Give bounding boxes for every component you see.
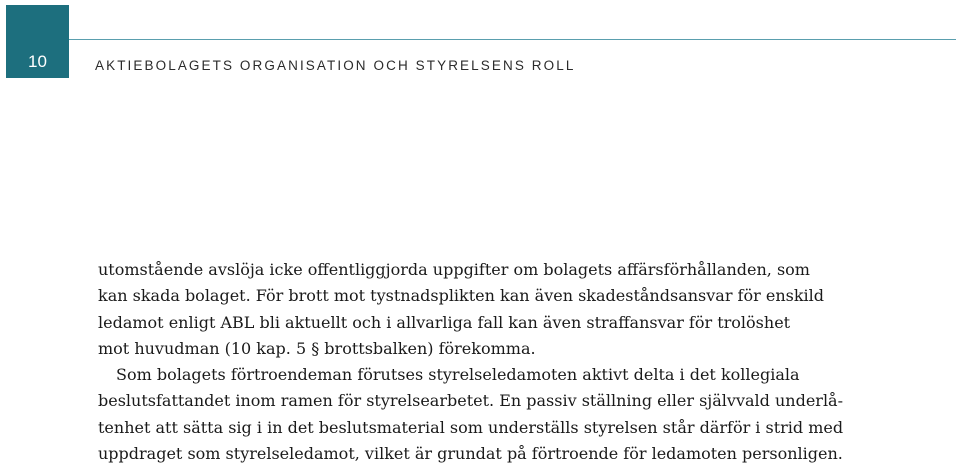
body-line: tenhet att sätta sig i in det beslutsmaterial som underställs styrelsen står därför i strid med [98,417,844,437]
body-line-paragraph-start: Som bolagets förtroendeman förutses styrelseledamoten aktivt delta i det kollegiala [116,365,800,385]
page-number: 10 [28,52,47,71]
body-line: kan skada bolaget. För brott mot tystnadsplikten kan även skadeståndsansvar för enskild [98,286,824,306]
header-rule [69,39,956,40]
body-line: uppdraget som styrelseledamot, vilket är grundat på förtroende för ledamoten personligen. [98,444,843,464]
body-line: utomstående avslöja icke offentliggjorda uppgifter om bolagets affärsförhållanden, som [98,260,810,279]
body-line: beslutsfattandet inom ramen för styrelsearbetet. En passiv ställning eller självvald underlå- [98,391,843,411]
body-line: ledamot enligt ABL bli aktuellt och i allvarliga fall kan även straffansvar för trolöshet [98,312,791,332]
page-number-box [6,5,69,78]
body-line: mot huvudman (10 kap. 5 § brottsbalken) förekomma. [98,338,536,358]
body-text [98,257,868,467]
running-header: AKTIEBOLAGETS ORGANISATION OCH STYRELSENS ROLL [95,58,576,73]
